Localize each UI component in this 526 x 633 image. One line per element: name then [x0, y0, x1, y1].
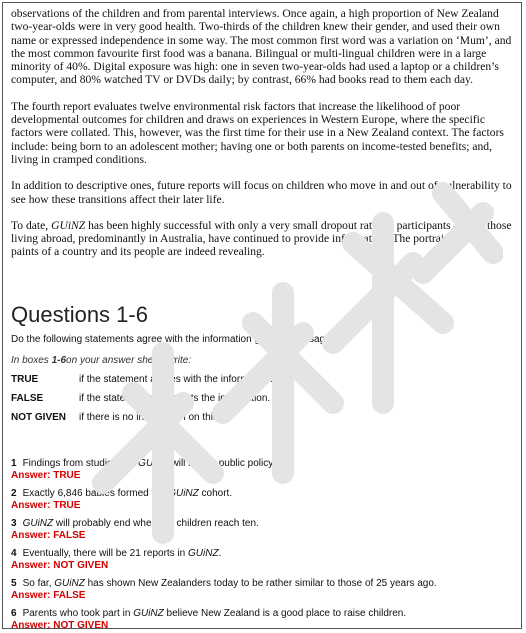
- answer-label: Answer: NOT GIVEN: [11, 619, 109, 629]
- question-item: 5 So far, GUiNZ has shown New Zealanders today to be rather similar to those of 25 years ago. Answer: FALSE: [11, 578, 521, 602]
- question-item: 6 Parents who took part in GUiNZ believe New Zealand is a good place to raise children. Answer: NOT GIVEN: [11, 608, 521, 629]
- section-instruction: In boxes 1-6on your answer sheet, write:: [11, 354, 192, 366]
- key-term: FALSE: [11, 392, 44, 404]
- section-intro: Do the following statements agree with the information given in Passage?: [11, 333, 337, 345]
- answer-label: Answer: NOT GIVEN: [11, 559, 109, 571]
- question-item: 2 Exactly 6,846 babies formed the GUiNZ cohort. Answer: TRUE: [11, 488, 521, 512]
- key-term: NOT GIVEN: [11, 411, 67, 423]
- answer-label: Answer: FALSE: [11, 529, 86, 541]
- key-meaning: if the statement contradicts the information.: [79, 392, 271, 404]
- passage-paragraph: To date, GUiNZ has been highly successful with only a very small dropout rate for participants – even those living abroad, predominantly in Australia, have continued to provide information. The portrait GUiNZ paints of a country and its people are indeed revealing.: [11, 218, 512, 259]
- passage-paragraph: The fourth report evaluates twelve environmental risk factors that increase the likelihood of poor developmental outcomes for children and draws on experiences in Western Europe, where the specific factors were collated. This, however, was the first time for their use in a New Zealand context. The factors include: being born to an adolescent mother; having one or both parents on income-tested benefits; and, living in cramped conditions.: [11, 99, 504, 166]
- key-meaning: if there is no information on this.: [79, 411, 221, 423]
- passage-paragraph: observations of the children and from parental interviews. Once again, a high proportion of New Zealand two-year-olds were in very good health. Two-thirds of the children knew their gender, and used their own name or expressed independence in some way. The most common first word was a variation on ‘Mum’, and the most common favourite first food was a banana. Bilingual or multi-lingual children were in a large minority of 40%. Digital exposure was high: one in seven two-year-olds had used a laptop or a children’s computer, and 80% watched TV or DVDs daily; by contrast, 66% had books read to them each day.: [11, 7, 512, 87]
- question-list: [3, 458, 521, 629]
- answer-key-row: [11, 392, 521, 405]
- answer-key-row: [11, 411, 521, 424]
- answer-label: Answer: TRUE: [11, 499, 81, 511]
- answer-label: Answer: FALSE: [11, 589, 86, 601]
- key-meaning: if the statement agrees with the information.: [79, 373, 273, 385]
- reading-passage: [3, 3, 521, 259]
- question-item: 1 Findings from studies like GUiNZ will inform public policy. Answer: TRUE: [11, 458, 521, 482]
- passage-paragraph: In addition to descriptive ones, future reports will focus on children who move in and out of vulnerability to see how these transitions affect their later life.: [11, 179, 512, 206]
- answer-label: Answer: TRUE: [11, 469, 81, 481]
- document-page: [2, 2, 522, 629]
- section-title: Questions 1-6: [11, 301, 148, 327]
- key-term: TRUE: [11, 373, 39, 385]
- question-item: 4 Eventually, there will be 21 reports in GUiNZ. Answer: NOT GIVEN: [11, 548, 521, 572]
- answer-key-row: [11, 373, 521, 386]
- question-item: 3 GUiNZ will probably end when the children reach ten. Answer: FALSE: [11, 518, 521, 542]
